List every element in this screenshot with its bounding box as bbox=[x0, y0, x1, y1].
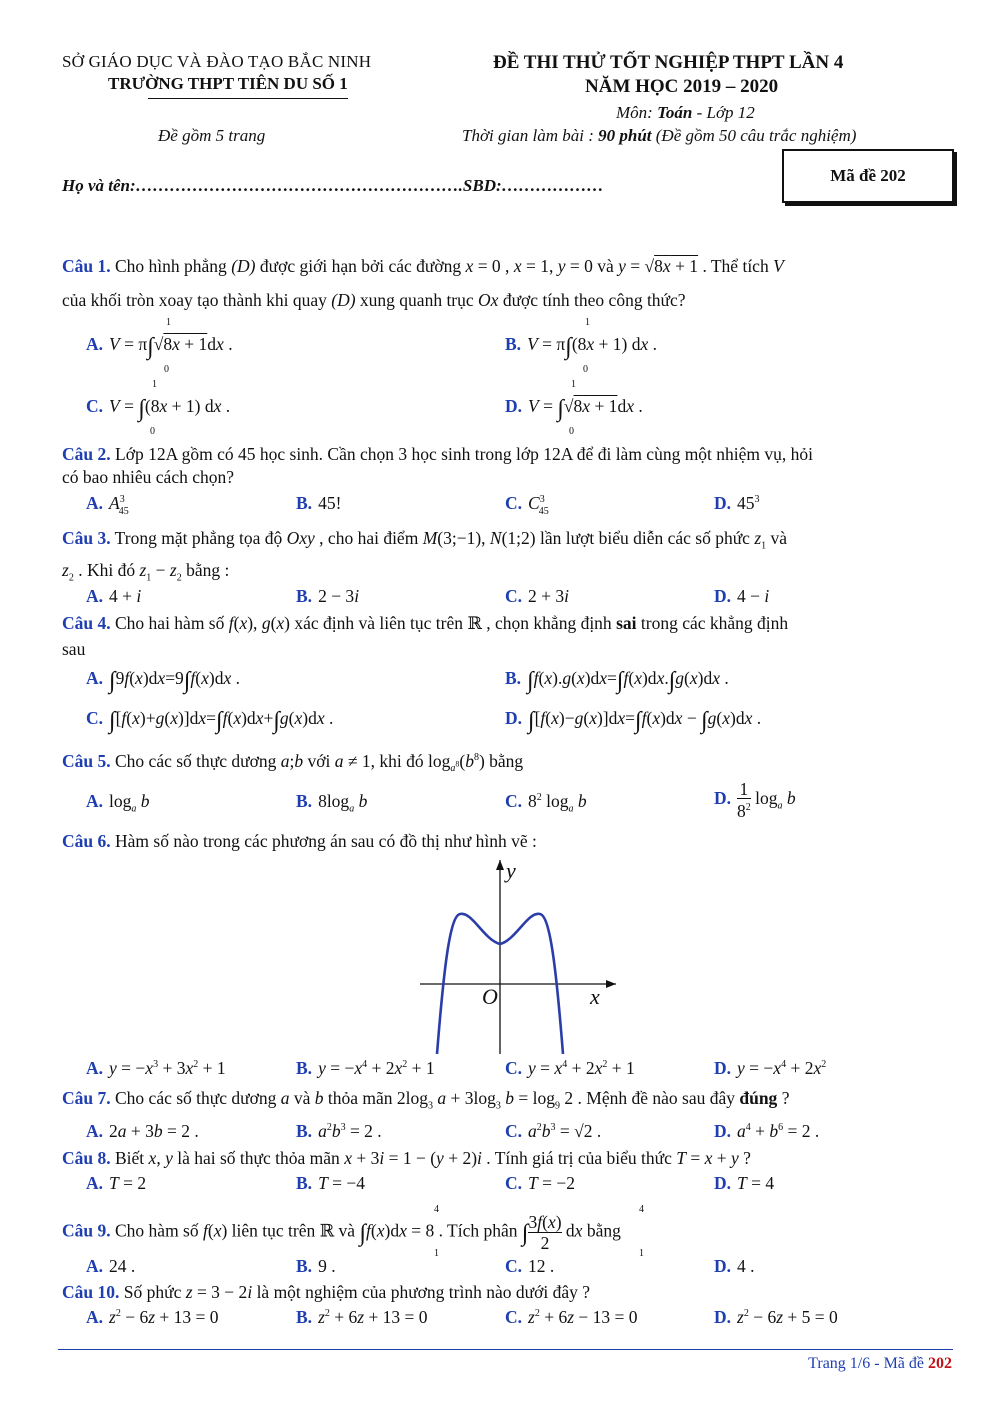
page-footer bbox=[808, 1355, 952, 1373]
q8-option-a[interactable]: A. T = 2 bbox=[86, 1173, 147, 1193]
q4-option-d[interactable]: D. ∫[f(x)−g(x)]dx=∫f(x)dx − ∫g(x)dx . bbox=[505, 708, 762, 734]
q7-option-b[interactable]: B. $a^2b^3 = 2$ . bbox=[296, 1121, 382, 1141]
q2-option-b[interactable]: B. 45! bbox=[296, 493, 342, 513]
q9-option-d[interactable]: D. 4 . bbox=[714, 1256, 755, 1276]
q7-option-c[interactable]: C. $a^2b^3 = √2$ . bbox=[505, 1121, 602, 1141]
x-arrow-icon bbox=[606, 980, 616, 988]
question-1-line2: của khối tròn xoay tạo thành khi quay (D) xung quanh trục Ox được tính theo công thức? bbox=[62, 290, 686, 310]
question-2: Câu 2. Lớp 12A gồm có 45 học sinh. Cần chọn 3 học sinh trong lớp 12A để đi làm cùng một nhiệm vụ, hỏi bbox=[62, 444, 814, 464]
origin-label: O bbox=[482, 984, 498, 1009]
q10-option-d[interactable]: D. $z^2 - 6z + 5 = 0$ bbox=[714, 1307, 838, 1327]
footer-code: 202 bbox=[928, 1355, 952, 1372]
school-year: NĂM HỌC 2019 – 2020 bbox=[585, 76, 779, 97]
q8-option-d[interactable]: D. T = 4 bbox=[714, 1173, 775, 1193]
subject-line: Môn: Toán - Lớp 12 bbox=[616, 103, 755, 122]
school-name: TRƯỜNG THPT TIÊN DU SỐ 1 bbox=[108, 74, 348, 93]
q7-option-a[interactable]: A. 2a + 3b = 2 . bbox=[86, 1121, 199, 1141]
q10-option-a[interactable]: A. $z^2 - 6z + 13 = 0$ bbox=[86, 1307, 219, 1327]
question-8: Câu 8. Biết x, y là hai số thực thỏa mãn x + 3i = 1 − (y + 2)i . Tính giá trị của biểu thức T = x + y ? bbox=[62, 1148, 751, 1168]
q2-option-a[interactable]: A. $A^3_{45}$ bbox=[86, 493, 129, 517]
q4-option-a[interactable]: A. ∫9f(x)dx=9∫f(x)dx . bbox=[86, 668, 240, 694]
y-axis-label: y bbox=[506, 858, 516, 883]
question-7: Câu 7. Cho các số thực dương a và b thỏa mãn $2\log_3$ $a + 3\log_3$ $b = \log_9 2$ . Mệnh đề nào sau đây đúng ? bbox=[62, 1088, 790, 1112]
department-name: SỞ GIÁO DỤC VÀ ĐÀO TẠO BẮC NINH bbox=[62, 52, 372, 71]
question-4: Câu 4. Cho hai hàm số f(x), g(x) xác định và liên tục trên ℝ , chọn khẳng định sai trong các khẳng định bbox=[62, 613, 789, 633]
footer-page-text: Trang 1/6 - Mã đề bbox=[808, 1355, 924, 1372]
q5-option-a[interactable]: A. $\log_a b$ bbox=[86, 791, 150, 815]
exam-title: ĐỀ THI THỬ TỐT NGHIỆP THPT LẦN 4 bbox=[493, 52, 844, 73]
q1-option-d[interactable]: D. V = ∫√8x + 1dx . 1 0 bbox=[505, 379, 643, 437]
q6-option-d[interactable]: D. $y = -x^4 + 2x^2$ bbox=[714, 1058, 827, 1078]
question-6: Câu 6. Hàm số nào trong các phương án sau có đồ thị như hình vẽ : bbox=[62, 831, 537, 851]
q3-option-c[interactable]: C. 2 + 3i bbox=[505, 586, 570, 606]
y-arrow-icon bbox=[496, 860, 504, 870]
question-4-line2: sau bbox=[62, 639, 86, 659]
time-note: Thời gian làm bài : 90 phút (Đề gồm 50 câu trắc nghiệm) bbox=[462, 126, 857, 145]
name-sbd-line: Họ và tên:………………………………………………….SBD:……………… bbox=[62, 176, 604, 195]
school-underline bbox=[148, 98, 348, 99]
q3-option-b[interactable]: B. 2 − 3i bbox=[296, 586, 360, 606]
question-9: Câu 9. Cho hàm số f(x) liên tục trên ℝ và ∫f(x)dx = 8 . Tích phân ∫ $\frac{3f(x)}{2}$ dx bằng 4 1 4 1 bbox=[62, 1204, 644, 1259]
q9-option-c[interactable]: C. 12 . bbox=[505, 1256, 555, 1276]
q1-option-a[interactable]: A. V = π∫√8x + 1dx . 1 0 bbox=[86, 317, 233, 375]
q2-option-c[interactable]: C. $C^3_{45}$ bbox=[505, 493, 549, 517]
q8-option-c[interactable]: C. T = −2 bbox=[505, 1173, 575, 1193]
question-1: Câu 1. Cho hình phẳng (D) được giới hạn bởi các đường x = 0 , x = 1, y = 0 và y = √8x + 1 . Thể tích V bbox=[62, 256, 784, 276]
question-2-line2: có bao nhiêu cách chọn? bbox=[62, 467, 235, 487]
q3-option-a[interactable]: A. 4 + i bbox=[86, 586, 142, 606]
function-graph bbox=[420, 856, 620, 1056]
exam-code-box: Mã đề 202 bbox=[782, 149, 954, 203]
q1-option-b[interactable]: B. V = π∫(8x + 1) dx . 1 0 bbox=[505, 317, 658, 375]
q10-option-b[interactable]: B. $z^2 + 6z + 13 = 0$ bbox=[296, 1307, 428, 1327]
q2-option-d[interactable]: D. $45^3$ bbox=[714, 493, 760, 513]
x-axis-label: x bbox=[590, 984, 600, 1009]
question-10: Câu 10. Số phức z = 3 − 2i là một nghiệm của phương trình nào dưới đây ? bbox=[62, 1282, 591, 1302]
q5-option-d[interactable]: D. $\frac{1}{8^2}$ $\log_a b$ bbox=[714, 779, 796, 821]
q7-option-d[interactable]: D. $a^4 + b^6 = 2$ . bbox=[714, 1121, 820, 1141]
q6-option-a[interactable]: A. $y = -x^3 + 3x^2 + 1$ bbox=[86, 1058, 226, 1078]
question-3: Câu 3. Trong mặt phẳng tọa độ Oxy , cho hai điểm M(3;−1), N(1;2) lần lượt biểu diễn các số phức $z_1$ và bbox=[62, 528, 788, 552]
question-3-line2: $z_2$ . Khi đó $z_1 - z_2$ bằng : bbox=[62, 560, 230, 584]
q9-option-b[interactable]: B. 9 . bbox=[296, 1256, 336, 1276]
q1-option-c[interactable]: C. V = ∫(8x + 1) dx . 1 0 bbox=[86, 379, 231, 437]
q5-option-b[interactable]: B. $8\log_a$ b bbox=[296, 791, 368, 815]
q6-option-c[interactable]: C. $y = x^4 + 2x^2 + 1$ bbox=[505, 1058, 635, 1078]
q6-option-b[interactable]: B. $y = -x^4 + 2x^2 + 1$ bbox=[296, 1058, 435, 1078]
q9-option-a[interactable]: A. 24 . bbox=[86, 1256, 136, 1276]
q3-option-d[interactable]: D. 4 − i bbox=[714, 586, 770, 606]
q8-option-b[interactable]: B. T = −4 bbox=[296, 1173, 366, 1193]
footer-divider bbox=[58, 1349, 953, 1350]
q10-option-c[interactable]: C. $z^2 + 6z - 13 = 0$ bbox=[505, 1307, 638, 1327]
q4-option-c[interactable]: C. ∫[f(x)+g(x)]dx=∫f(x)dx+∫g(x)dx . bbox=[86, 708, 334, 734]
pages-note: Đề gồm 5 trang bbox=[158, 126, 266, 145]
question-5: Câu 5. Cho các số thực dương a;b với a ≠ 1, khi đó $\log_{a^8}(b^8)$ bằng bbox=[62, 750, 524, 775]
q5-option-c[interactable]: C. $8^2$ $\log_a b$ bbox=[505, 791, 587, 815]
q4-option-b[interactable]: B. ∫f(x).g(x)dx=∫f(x)dx.∫g(x)dx . bbox=[505, 668, 729, 694]
